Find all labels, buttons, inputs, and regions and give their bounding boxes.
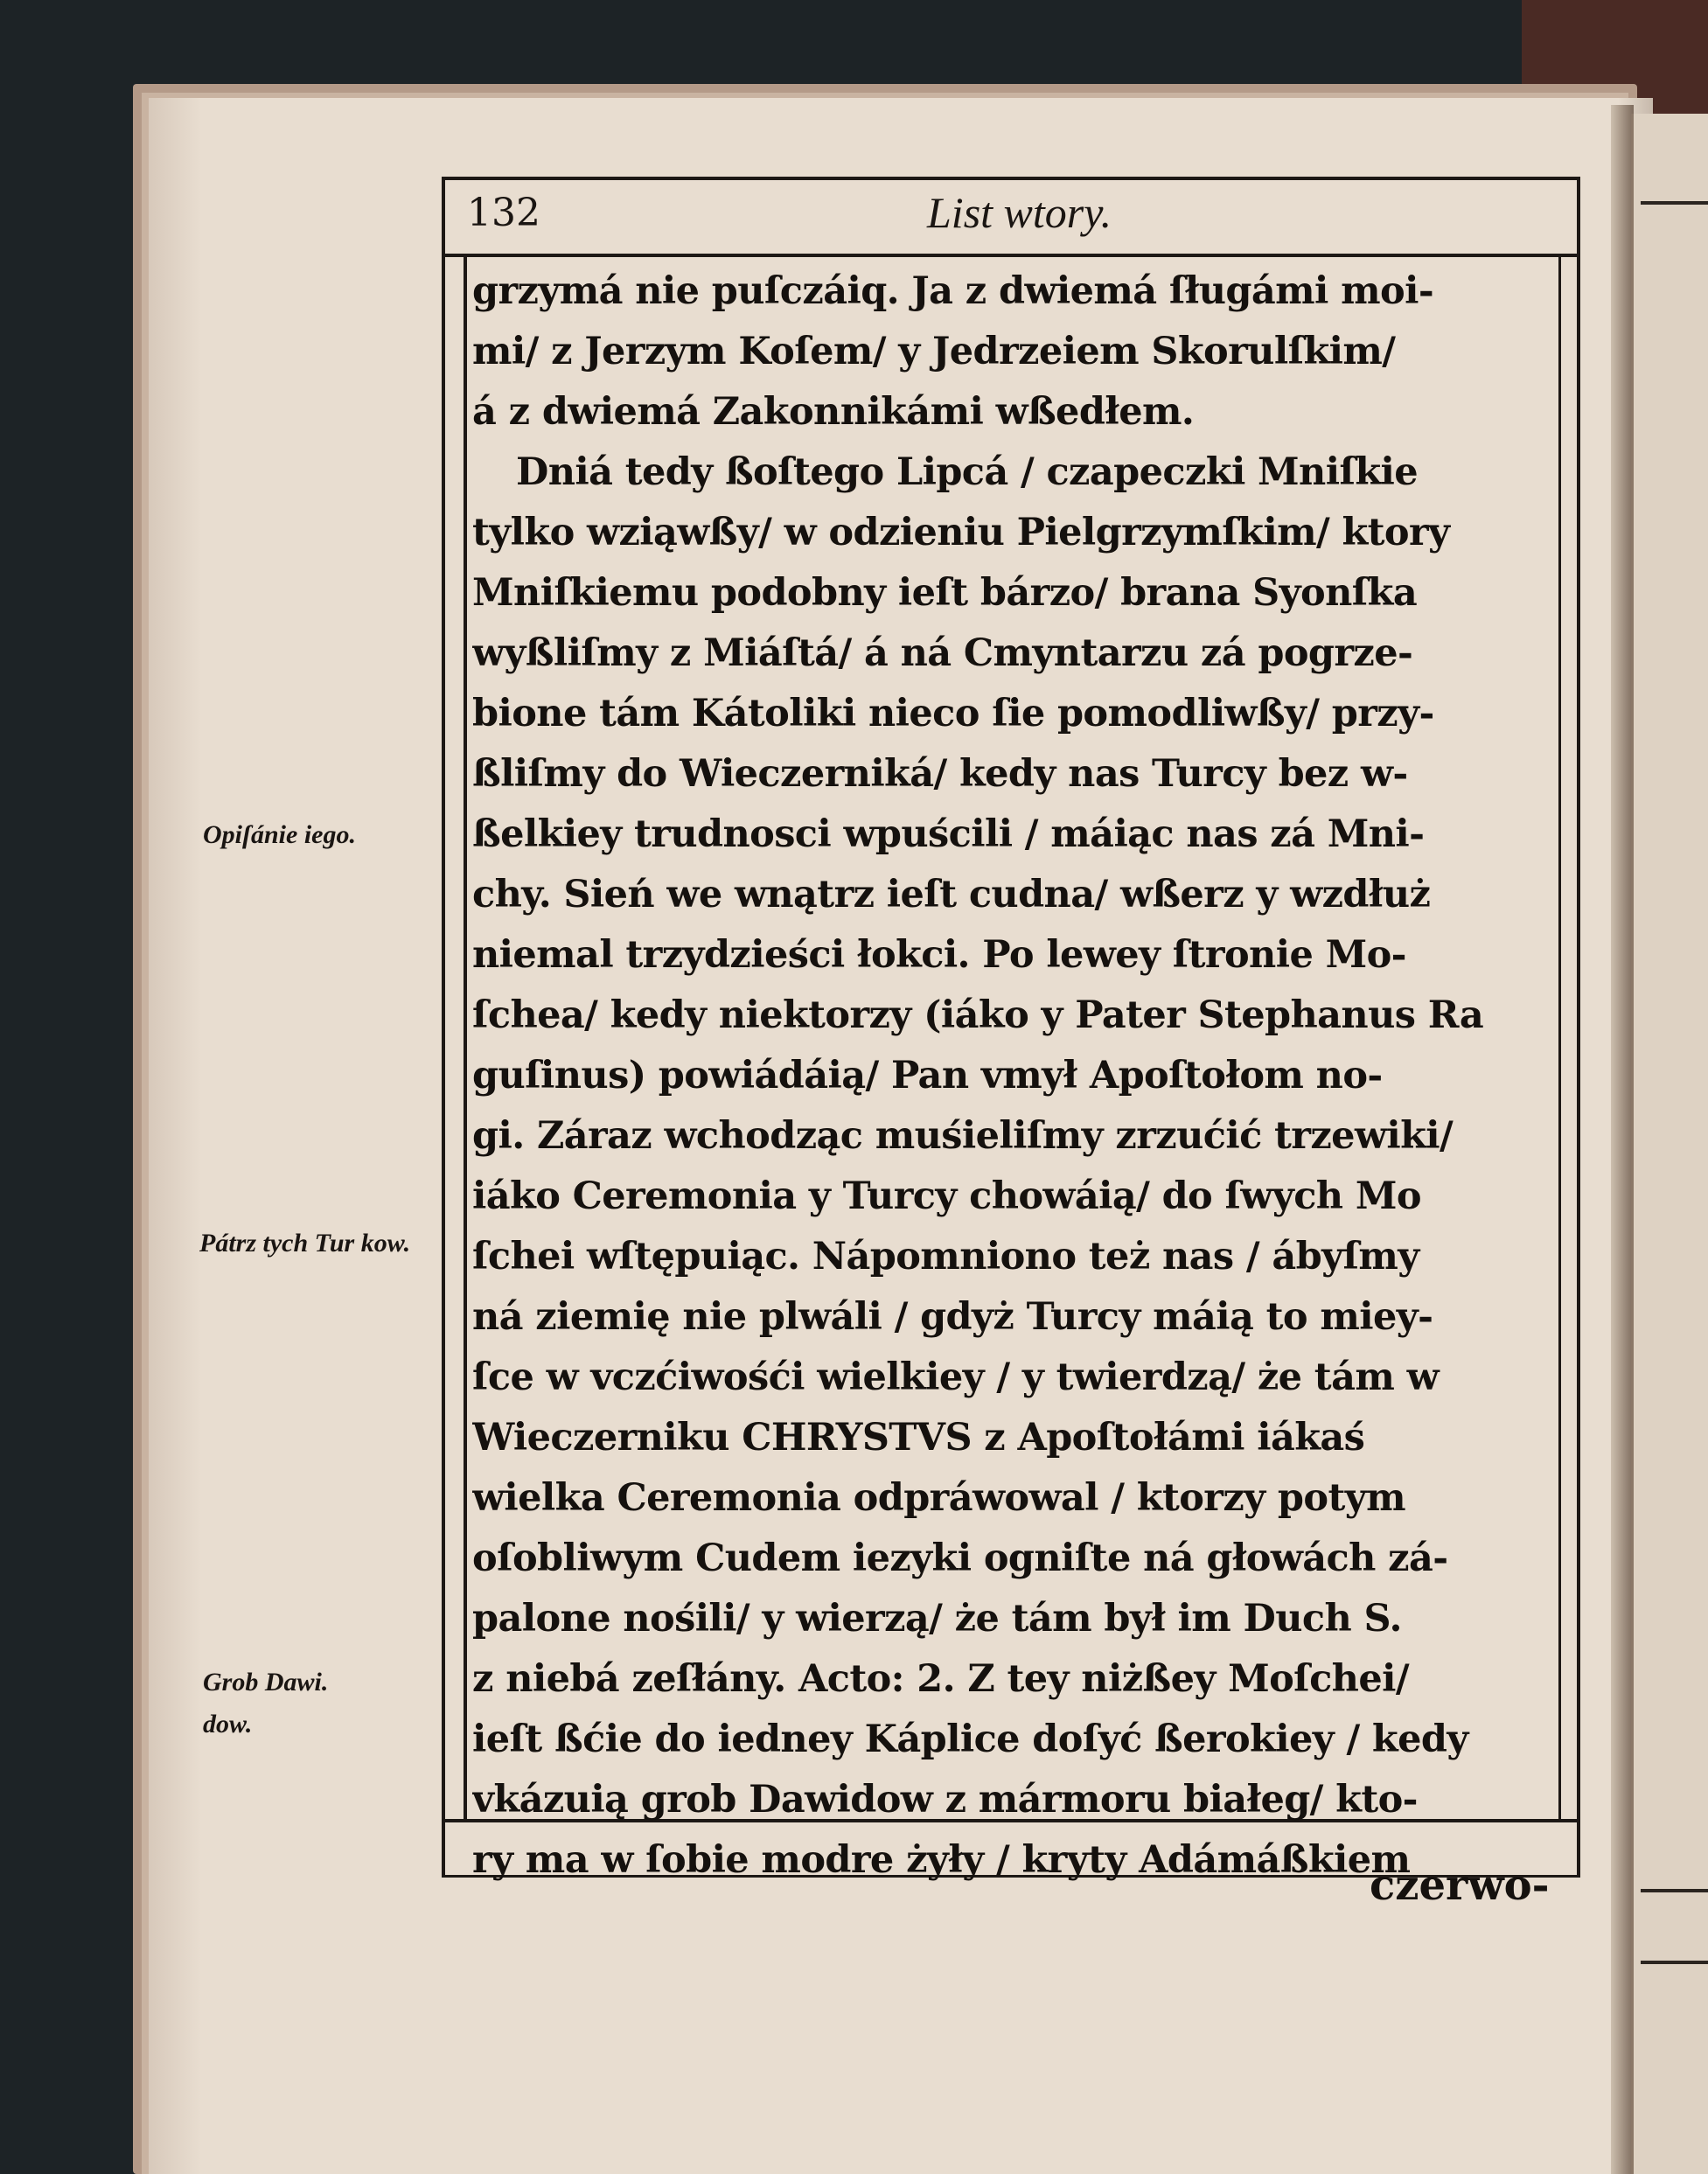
- frame-left-inner-rule: [464, 254, 467, 1819]
- running-title: List wtory.: [927, 188, 1112, 237]
- text-line: palone nośili/ y wierzą/ że tám był im Duch S.: [472, 1597, 1402, 1641]
- text-line: niemal trzydzieści łokci. Po lewey ſtronie Mo-: [472, 933, 1406, 977]
- facing-page-rule: [1641, 1889, 1708, 1892]
- text-line: wyßliſmy z Miáſtá/ á ná Cmyntarzu zá pogrze-: [472, 631, 1413, 675]
- text-line: ſchei wſtępuiąc. Nápomniono też nas / ábyſmy: [472, 1235, 1419, 1279]
- text-line: ieſt ßćie do iedney Káplice doſyć ßerokiey / kedy: [472, 1718, 1468, 1761]
- text-line: ry ma w ſobie modre żyły / kryty Adámáßkiem: [472, 1838, 1411, 1882]
- text-line: mi/ z Jerzym Koſem/ y Jedrzeiem Skorulſkim/: [472, 330, 1396, 373]
- text-line: ſce w vczćiwośći wielkiey / y twierdzą/ że tám w: [472, 1355, 1440, 1399]
- text-line: wielka Ceremonia odpráwowal / ktorzy potym: [472, 1476, 1406, 1520]
- facing-page-edge: [1631, 114, 1708, 2174]
- text-line: ná ziemię nie plwáli / gdyż Turcy máią to miey-: [472, 1295, 1433, 1339]
- frame-left-outer-rule: [442, 177, 445, 1878]
- facing-page-rule: [1641, 201, 1708, 205]
- marginal-note: Grob Dawi. dow.: [203, 1668, 329, 1739]
- text-line: ſchea/ kedy niektorzy (iáko y Pater Stephanus Ra: [472, 993, 1484, 1037]
- text-line: bione tám Kátoliki nieco ſie pomodliwßy/ przy-: [472, 692, 1434, 735]
- text-line: z niebá zeſłány. Acto: 2. Z tey niżßey Moſchei/: [472, 1657, 1409, 1701]
- text-line: tylko wziąwßy/ w odzieniu Pielgrzymſkim/ ktory: [472, 511, 1450, 554]
- marginal-note: Pátrz tych Tur kow.: [199, 1229, 411, 1258]
- text-line: guſinus) powiádáią/ Pan vmył Apoſtołom no-: [472, 1054, 1383, 1097]
- text-line: oſobliwym Cudem iezyki ogniſte ná głowách zá-: [472, 1536, 1448, 1580]
- text-line: Mniſkiemu podobny ieſt bárzo/ brana Syonſka: [472, 571, 1418, 615]
- body-text: [472, 261, 1567, 1900]
- text-line: á z dwiemá Zakonnikámi wßedłem.: [472, 390, 1195, 434]
- catchword: czerwo-: [1370, 1861, 1550, 1910]
- text-line: gi. Záraz wchodząc muśieliſmy zrzućić trzewiki/: [472, 1114, 1454, 1158]
- marginal-note: Opiſánie iego.: [203, 820, 356, 849]
- text-line: iáko Ceremonia y Turcy chowáią/ do ſwych Mo: [472, 1174, 1421, 1218]
- text-line: grzymá nie puſczáiq. Ja z dwiemá ſługámi moi-: [472, 269, 1434, 313]
- text-line: Dniá tedy ßoſtego Lipcá / czapeczki Mniſkie: [516, 450, 1419, 494]
- text-line: ßelkiey trudnosci wpuścili / máiąc nas zá Mni-: [472, 812, 1425, 856]
- facing-page-rule: [1641, 1961, 1708, 1964]
- text-line: chy. Sień we wnątrz ieſt cudna/ wßerz y wzdłuż: [472, 873, 1431, 916]
- frame-right-outer-rule: [1577, 177, 1580, 1878]
- running-head: [437, 180, 1574, 250]
- frame-head-rule: [442, 254, 1577, 257]
- page-number: 132: [467, 191, 540, 235]
- text-line: Wieczerniku CHRYSTVS z Apoſtołámi iákaś: [472, 1416, 1365, 1460]
- text-line: ßliſmy do Wieczerniká/ kedy nas Turcy bez w-: [472, 752, 1408, 796]
- text-line: vkázuią grob Dawidow z mármoru białeg/ kto-: [472, 1778, 1418, 1822]
